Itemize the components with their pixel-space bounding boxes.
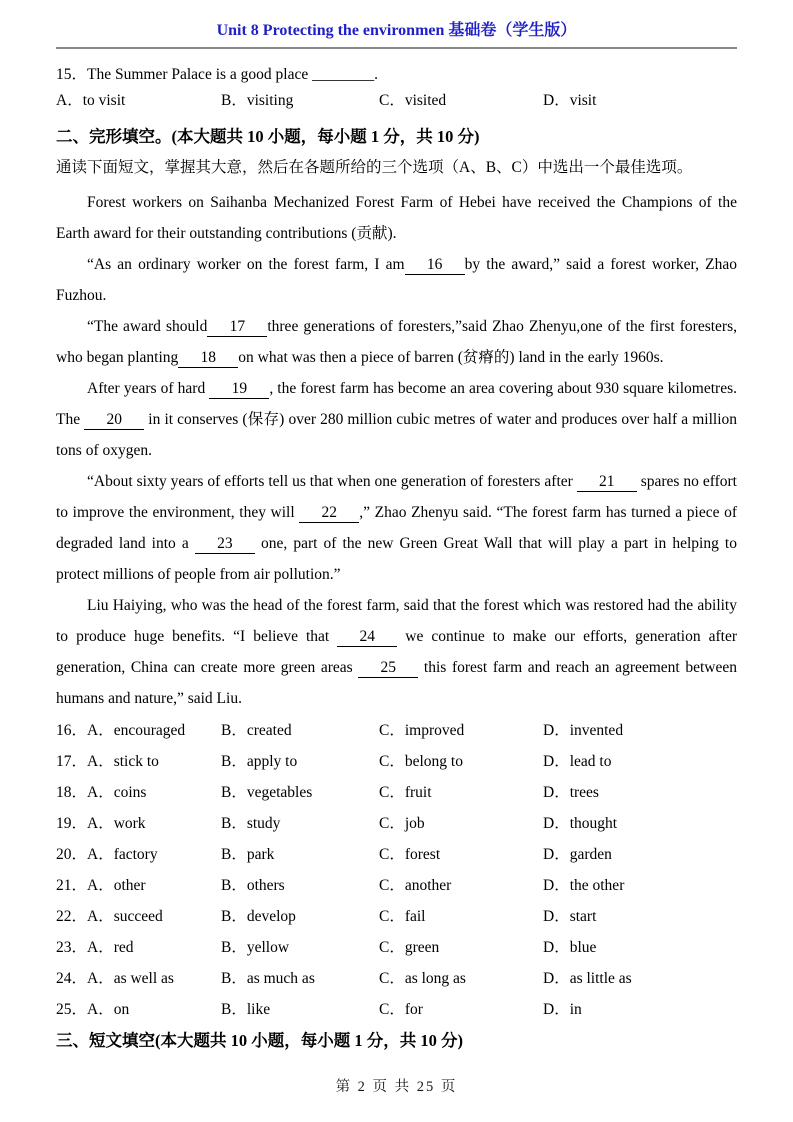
cloze-blank-21[interactable]: 21 [577,473,637,492]
cloze-option-row-18 [56,777,737,808]
question-15-stem: 15．The Summer Palace is a good place ________. [56,66,378,83]
cloze-option-row-24 [56,963,737,994]
cloze-option-row-16 [56,715,737,746]
q15-option-A[interactable]: A．to visit [56,92,126,109]
passage-paragraph: “The award should 17 three generations of foresters,”said Zhao Zhenyu,one of the first foresters, who began planting 18 on what was then a piece of barren (贫瘠的) land in the early 1960s. [56,318,737,366]
q15-option-C[interactable]: C．visited [379,92,447,109]
passage-paragraph: After years of hard 19 , the forest farm has become an area covering about 930 square kilometres. The 20 in it conserves (保存) over 280 million cubic metres of water and produces over half a million tons of oxygen. [56,380,737,459]
q18-option-A[interactable]: 18．A．coins [56,784,147,801]
q20-option-C[interactable]: C．forest [379,846,441,863]
cloze-option-row-19 [56,808,737,839]
q23-option-C[interactable]: C．green [379,939,440,956]
q22-option-D[interactable]: D．start [543,908,597,925]
q24-option-C[interactable]: C．as long as [379,970,466,987]
q25-option-D[interactable]: D．in [543,1001,582,1018]
passage-paragraph: “As an ordinary worker on the forest farm, I am 16 by the award,” said a forest worker, Zhao Fuzhou. [56,256,737,304]
cloze-blank-23[interactable]: 23 [195,535,255,554]
q15-option-D[interactable]: D．visit [543,92,597,109]
q17-option-B[interactable]: B．apply to [221,753,298,770]
q20-option-A[interactable]: 20．A．factory [56,846,158,863]
cloze-blank-16[interactable]: 16 [405,256,465,275]
cloze-option-row-22 [56,901,737,932]
q25-option-C[interactable]: C．for [379,1001,423,1018]
cloze-blank-18[interactable]: 18 [178,349,238,368]
q21-option-A[interactable]: 21．A．other [56,877,146,894]
q25-option-A[interactable]: 25．A．on [56,1001,130,1018]
q19-option-D[interactable]: D．thought [543,815,618,832]
cloze-blank-19[interactable]: 19 [209,380,269,399]
q20-option-D[interactable]: D．garden [543,846,612,863]
cloze-blank-17[interactable]: 17 [207,318,267,337]
q23-option-D[interactable]: D．blue [543,939,597,956]
q17-option-A[interactable]: 17．A．stick to [56,753,159,770]
header-divider [56,47,737,49]
passage-paragraph: Liu Haiying, who was the head of the forest farm, said that the forest which was restored had the ability to produce huge benefits. “I believe that 24 we continue to make our efforts, generation after generation, China can create more green areas 25 this forest farm and reach an agreement between humans and nature,” said Liu. [56,597,737,707]
q16-option-B[interactable]: B．created [221,722,292,739]
cloze-option-row-25 [56,994,737,1025]
cloze-blank-22[interactable]: 22 [299,504,359,523]
cloze-blank-20[interactable]: 20 [84,411,144,430]
cloze-option-row-20 [56,839,737,870]
q17-option-C[interactable]: C．belong to [379,753,463,770]
q19-option-B[interactable]: B．study [221,815,281,832]
q18-option-D[interactable]: D．trees [543,784,599,801]
section-2-instruction: 通读下面短文，掌握其大意，然后在各题所给的三个选项（A、B、C）中选出一个最佳选项。 [56,159,693,176]
passage-paragraph: Forest workers on Saihanba Mechanized Forest Farm of Hebei have received the Champions of the Earth award for their outstanding contributions (贡献). [56,194,737,242]
cloze-option-row-21 [56,870,737,901]
q15-option-B[interactable]: B．visiting [221,92,294,109]
passage-paragraph: “About sixty years of efforts tell us that when one generation of foresters after 21 spares no effort to improve the environment, they will 22 ,” Zhao Zhenyu said. “The forest farm has turned a piece of degraded land into a 23 one, part of the new Green Great Wall that will play a part in helping to protect millions of people from air pollution.” [56,473,737,583]
cloze-blank-24[interactable]: 24 [337,628,397,647]
q22-option-A[interactable]: 22．A．succeed [56,908,163,925]
cloze-blank-25[interactable]: 25 [358,659,418,678]
q16-option-D[interactable]: D．invented [543,722,624,739]
q22-option-C[interactable]: C．fail [379,908,426,925]
q21-option-D[interactable]: D．the other [543,877,625,894]
q21-option-B[interactable]: B．others [221,877,285,894]
q21-option-C[interactable]: C．another [379,877,452,894]
section-3-heading: 三、短文填空(本大题共 10 小题，每小题 1 分，共 10 分) [56,1031,463,1050]
q19-option-C[interactable]: C．job [379,815,425,832]
cloze-passage [56,187,737,714]
q22-option-B[interactable]: B．develop [221,908,296,925]
page-title: Unit 8 Protecting the environmen 基础卷（学生版） [216,22,577,39]
cloze-options [56,715,737,1025]
q16-option-A[interactable]: 16．A．encouraged [56,722,186,739]
q18-option-B[interactable]: B．vegetables [221,784,313,801]
q23-option-B[interactable]: B．yellow [221,939,290,956]
q18-option-C[interactable]: C．fruit [379,784,432,801]
q17-option-D[interactable]: D．lead to [543,753,612,770]
q24-option-D[interactable]: D．as little as [543,970,632,987]
q19-option-A[interactable]: 19．A．work [56,815,146,832]
q20-option-B[interactable]: B．park [221,846,275,863]
page-footer: 第 2 页 共 25 页 [335,1079,458,1095]
question-15-options-row [56,88,737,114]
section-2-heading: 二、完形填空。(本大题共 10 小题，每小题 1 分，共 10 分) [56,127,480,146]
q25-option-B[interactable]: B．like [221,1001,271,1018]
q16-option-C[interactable]: C．improved [379,722,465,739]
q24-option-B[interactable]: B．as much as [221,970,315,987]
cloze-option-row-17 [56,746,737,777]
q23-option-A[interactable]: 23．A．red [56,939,134,956]
cloze-option-row-23 [56,932,737,963]
q24-option-A[interactable]: 24．A．as well as [56,970,174,987]
